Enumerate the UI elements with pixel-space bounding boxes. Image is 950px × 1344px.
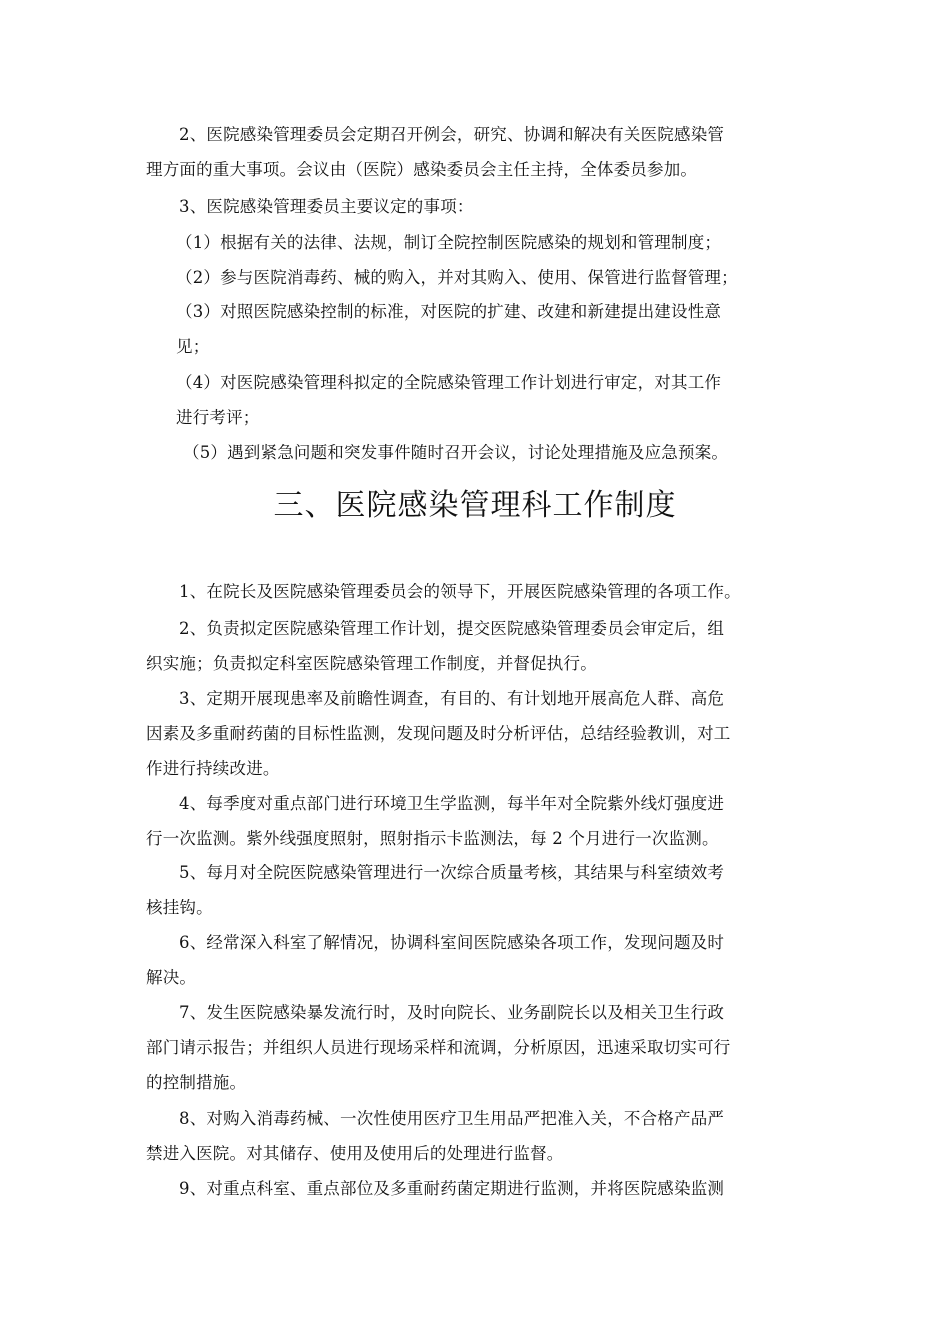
list-item-4 <box>176 366 806 435</box>
paragraph-2-line-2: 理方面的重大事项。会议由（医院）感染委员会主任主持，全体委员参加。 <box>146 159 698 179</box>
section-three-paragraph-7 <box>146 995 808 1100</box>
section-three-paragraph-5-line-1: 5、每月对全院医院感染管理进行一次综合质量考核，其结果与科室绩效考 <box>179 863 725 882</box>
section-three-paragraph-6 <box>146 925 808 995</box>
section-three-paragraph-2-line-2: 织实施；负责拟定科室医院感染管理工作制度，并督促执行。 <box>146 654 597 673</box>
paragraph-2 <box>146 118 806 187</box>
list-item-4-line-2: 进行考评； <box>176 407 260 427</box>
section-three-paragraph-4-line-1: 4、每季度对重点部门进行环境卫生学监测，每半年对全院紫外线灯强度进 <box>179 794 725 813</box>
paragraph-3: 3、医院感染管理委员主要议定的事项： <box>179 197 474 216</box>
section-three-paragraph-1 <box>146 574 808 609</box>
list-item-5: （5）遇到紧急问题和突发事件随时召开会议，讨论处理措施及应急预案。 <box>183 443 729 462</box>
section-three-paragraph-9-line-1: 9、对重点科室、重点部位及多重耐药菌定期进行监测，并将医院感染监测 <box>179 1179 725 1198</box>
section-three-paragraph-3-line-2: 因素及多重耐药菌的目标性监测，发现问题及时分析评估，总结经验教训，对工 <box>146 724 731 743</box>
section-three-paragraph-1-line-1: 1、在院长及医院感染管理委员会的领导下，开展医院感染管理的各项工作。 <box>179 582 741 601</box>
section-three-paragraph-5 <box>146 855 808 925</box>
list-item-3-line-1: （3）对照医院感染控制的标准，对医院的扩建、改建和新建提出建设性意 <box>176 302 722 321</box>
section-three-paragraph-2-line-1: 2、负责拟定医院感染管理工作计划，提交医院感染管理委员会审定后，组 <box>179 619 725 638</box>
section-three-paragraph-5-line-2: 核挂钩。 <box>146 898 213 917</box>
list-item-3 <box>176 295 806 364</box>
section-three-paragraph-8-line-1: 8、对购入消毒药械、一次性使用医疗卫生用品严把准入关，不合格产品严 <box>179 1109 725 1128</box>
section-three-paragraph-9 <box>146 1171 808 1206</box>
section-three-paragraph-3-line-1: 3、定期开展现患率及前瞻性调查，有目的、有计划地开展高危人群、高危 <box>179 689 725 708</box>
section-three-paragraph-6-line-2: 解决。 <box>146 968 197 987</box>
section-heading: 三、医院感染管理科工作制度 <box>273 488 677 523</box>
section-three-paragraph-8 <box>146 1101 808 1171</box>
list-item-2: （2）参与医院消毒药、械的购入，并对其购入、使用、保管进行监督管理； <box>176 268 738 287</box>
section-three-paragraph-6-line-1: 6、经常深入科室了解情况，协调科室间医院感染各项工作，发现问题及时 <box>179 933 725 952</box>
section-three-paragraph-7-line-1: 7、发生医院感染暴发流行时，及时向院长、业务副院长以及相关卫生行政 <box>179 1003 725 1022</box>
list-item-1: （1）根据有关的法律、法规，制订全院控制医院感染的规划和管理制度； <box>176 233 722 252</box>
section-three-paragraph-4 <box>146 786 808 856</box>
section-three-paragraph-7-line-3: 的控制措施。 <box>146 1073 247 1092</box>
list-item-4-line-1: （4）对医院感染管理科拟定的全院感染管理工作计划进行审定，对其工作 <box>176 373 722 392</box>
section-three-paragraph-8-line-2: 禁进入医院。对其储存、使用及使用后的处理进行监督。 <box>146 1144 564 1163</box>
list-item-3-line-2: 见； <box>176 336 210 356</box>
section-three-paragraph-2 <box>146 611 808 681</box>
paragraph-2-line-1: 2、医院感染管理委员会定期召开例会，研究、协调和解决有关医院感染管 <box>179 125 725 144</box>
section-three-paragraph-7-line-2: 部门请示报告；并组织人员进行现场采样和流调，分析原因，迅速采取切实可行 <box>146 1038 731 1057</box>
section-three-paragraph-3 <box>146 681 808 786</box>
section-three-paragraph-3-line-3: 作进行持续改进。 <box>146 759 280 778</box>
section-three-paragraph-4-line-2: 行一次监测。紫外线强度照射，照射指示卡监测法，每 2 个月进行一次监测。 <box>146 829 719 848</box>
